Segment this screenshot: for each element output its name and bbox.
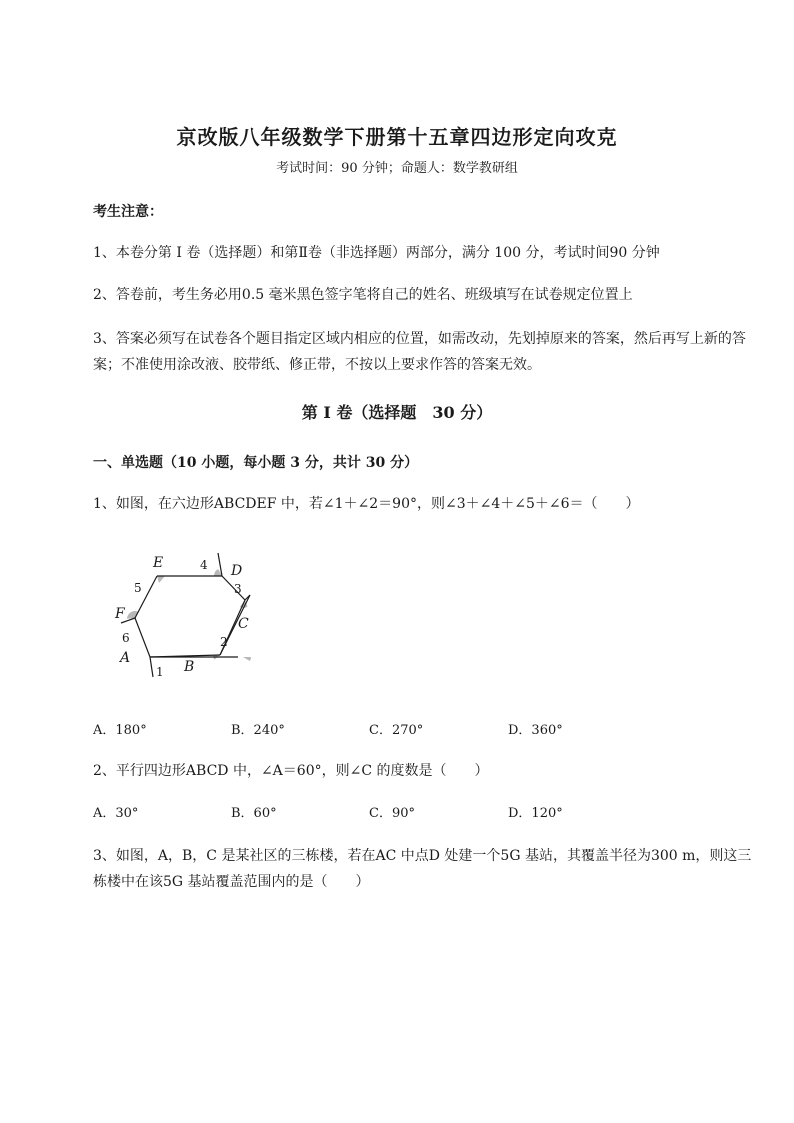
angle-label-2: 2 [220,635,228,649]
angle-5-mark [157,576,165,583]
q2-option-a[interactable]: A．30° [93,806,139,821]
exam-info: 考试时间：90 分钟；命题人：数学教研组 [276,161,518,176]
q1-option-a[interactable]: A．180° [93,723,147,738]
question-2-stem: 2、平行四边形ABCD 中，∠A＝60°，则∠C 的度数是（ ） [93,763,489,779]
note-item-1: 1、本卷分第 I 卷（选择题）和第Ⅱ卷（非选择题）两部分，满分 100 分，考试时间90 分钟 [93,245,660,261]
label-B: B [184,659,195,675]
angle-1-mark [243,657,251,661]
angle-label-5: 5 [134,581,142,595]
angle-label-3: 3 [234,582,242,596]
question-3-stem: 3、如图，A，B，C 是某社区的三栋楼，若在AC 中点D 处建一个5G 基站，其覆盖半径为300 m，则这三栋楼中在该5G 基站覆盖范围内的是（ ） [93,848,752,890]
label-C: C [238,616,249,632]
label-E: E [153,555,164,571]
q1-option-c[interactable]: C．270° [369,723,424,738]
label-D: D [231,563,243,579]
label-A: A [120,650,131,666]
angle-label-1: 1 [156,665,164,679]
label-F: F [115,606,125,622]
notes-heading: 考生注意： [93,204,163,220]
hexagon-figure [100,545,260,685]
page-title: 京改版八年级数学下册第十五章四边形定向攻克 [176,125,618,149]
question-1-stem: 1、如图，在六边形ABCDEF 中，若∠1＋∠2＝90°，则∠3＋∠4＋∠5＋∠6＝（ ） [93,496,640,512]
note-item-3: 3、答案必须写在试卷各个题目指定区域内相应的位置，如需改动，先划掉原来的答案，然后再写上新的答案；不准使用涂改液、胶带纸、修正带，不按以上要求作答的答案无效。 [93,331,746,373]
part-title: 一、单选题（10 小题，每小题 3 分，共计 30 分） [93,455,419,471]
angle-label-4: 4 [200,558,208,572]
q2-option-c[interactable]: C．90° [369,806,415,821]
section-title: 第 I 卷（选择题 30 分） [301,403,493,422]
q1-option-d[interactable]: D．360° [508,723,563,738]
q1-option-b[interactable]: B．240° [231,723,285,738]
q2-option-d[interactable]: D．120° [508,806,563,821]
q2-option-b[interactable]: B．60° [231,806,277,821]
angle-label-6: 6 [122,631,130,645]
note-item-2: 2、答卷前，考生务必用0.5 毫米黑色签字笔将自己的姓名、班级填写在试卷规定位置上 [93,287,633,303]
